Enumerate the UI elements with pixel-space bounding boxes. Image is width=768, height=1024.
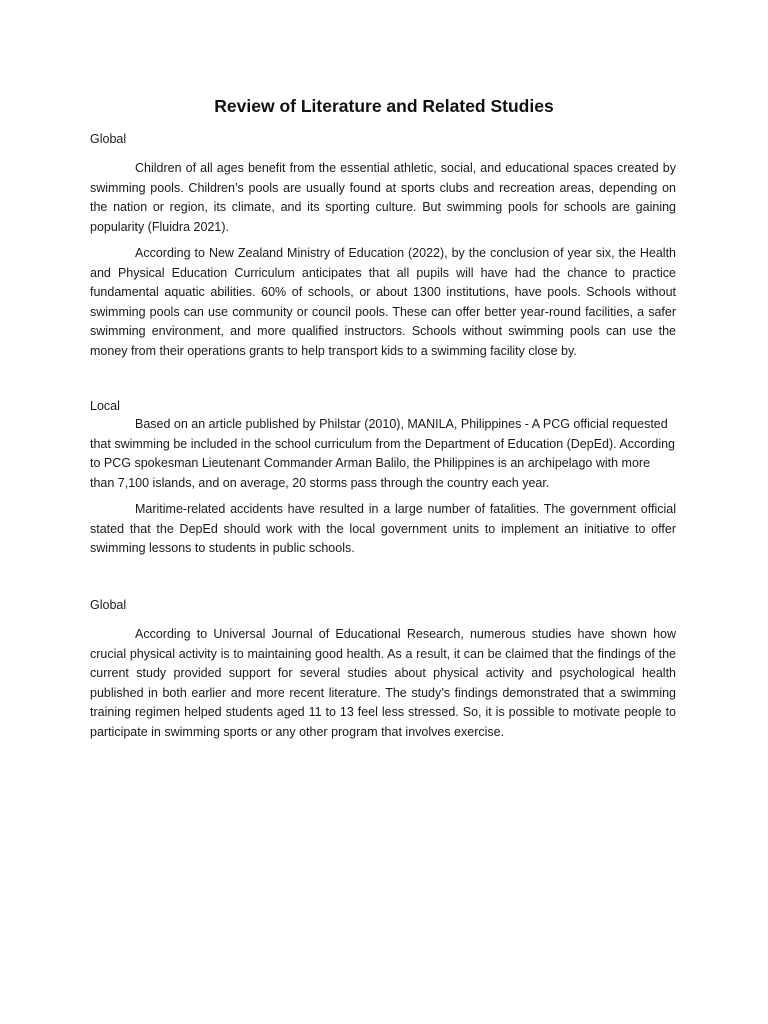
paragraph-local-2: Maritime-related accidents have resulted in a large number of fatalities. The government official stated that the DepEd should work with the local government units to implement an initiative to offer swimming lessons to students in public schools. — [90, 502, 676, 555]
section-heading-global-2: Global — [90, 598, 127, 612]
paragraph-global-1: Children of all ages benefit from the essential athletic, social, and educational spaces created by swimming pools. Children’s pools are usually found at sports clubs and recreation areas, depending on the nation or region, its climate, and its sporting culture. But swimming pools for schools are gaining popularity (Fluidra 2021). — [90, 161, 676, 234]
paragraph-global-3: According to Universal Journal of Educational Research, numerous studies have shown how crucial physical activity is to maintaining good health. As a result, it can be claimed that the findings of the current study provided support for several studies about physical activity and psychological health published in both earlier and more recent literature. The study’s findings demonstrated that a swimming training regimen helped students aged 11 to 13 feel less stressed. So, it is possible to motivate people to participate in swimming sports or any other program that involves exercise. — [90, 627, 676, 739]
paragraph-global-2: According to New Zealand Ministry of Education (2022), by the conclusion of year six, the Health and Physical Education Curriculum anticipates that all pupils will have had the chance to practice fundamental aquatic abilities. 60% of schools, or about 1300 institutions, have pools. Schools without swimming pools can use community or council pools. These can offer better year-round facilities, a safer swimming environment, and more qualified instructors. Schools without swimming pools can use the money from their operations grants to help transport kids to a swimming facility close by. — [90, 246, 676, 358]
section-heading-global: Global — [90, 132, 127, 146]
section-heading-local: Local — [90, 399, 120, 413]
document-title: Review of Literature and Related Studies — [214, 96, 554, 116]
paragraph-local-1: Based on an article published by Philstar (2010), MANILA, Philippines - A PCG official requested that swimming be included in the school curriculum from the Department of Education (DepEd). According to PCG spokesman Lieutenant Commander Arman Balilo, the Philippines is an archipelago with more than 7,100 islands, and on average, 20 storms pass through the country each year. — [90, 417, 676, 490]
